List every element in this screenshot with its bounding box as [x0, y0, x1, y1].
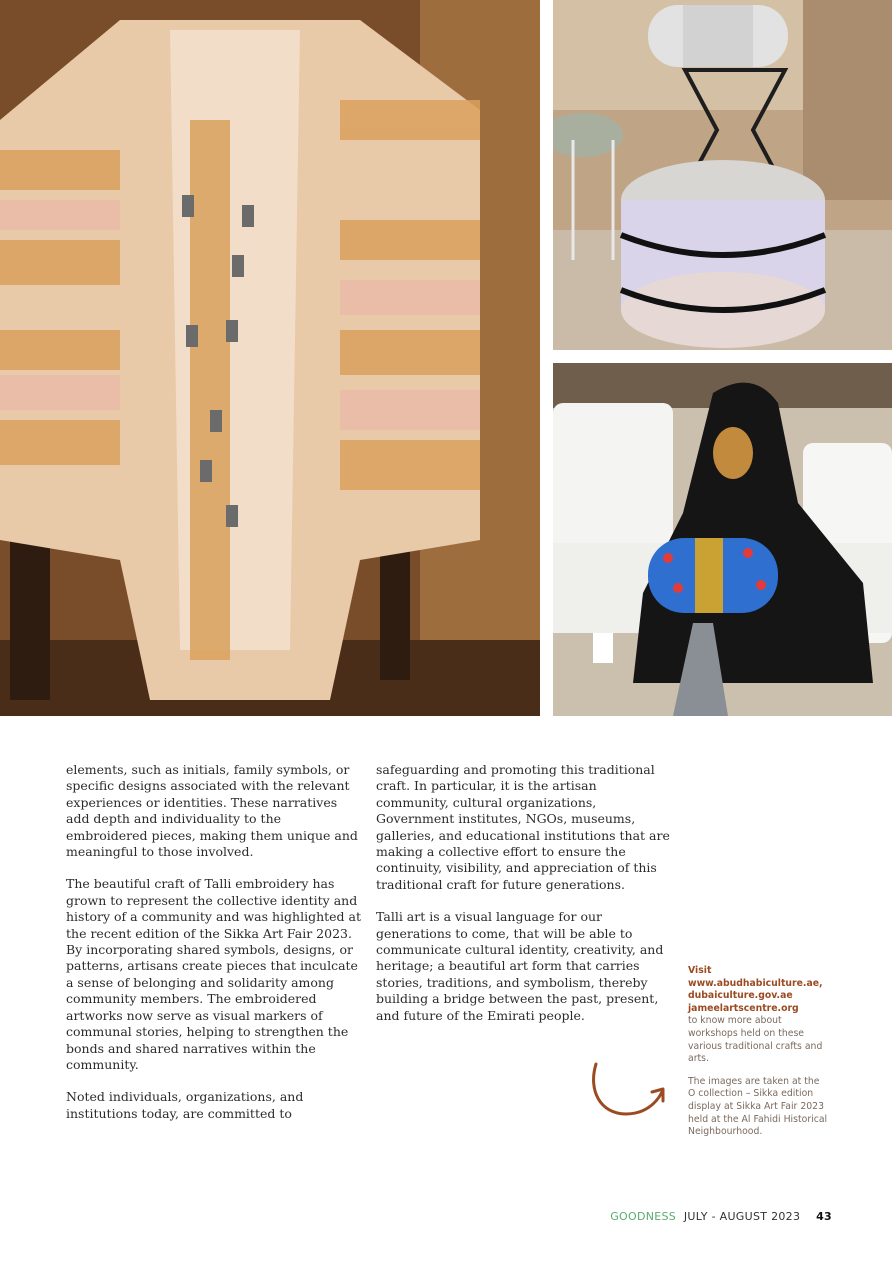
- article-paragraph: elements, such as initials, family symbols, or specific designs associated with the relevant experiences or identities. These narratives add depth and individuality to the embroidered pieces, making them unique and meaningful to those involved.: [66, 762, 358, 860]
- sidebar-note: [688, 965, 828, 1139]
- sidebar-visit-label: Visit: [688, 965, 712, 976]
- sidebar-link-dubaiculture[interactable]: dubaiculture.gov.ae: [688, 990, 793, 1002]
- photo-talli-spool-stand: [553, 0, 892, 350]
- article-column-left: [66, 762, 364, 1138]
- article-paragraph: Talli art is a visual language for our generations to come, that will be able to communicate cultural identity, creativity, and heritage; a beautiful art form that carries stories, traditions, and symbolism, thereby building a bridge between the past, present, and future of the Emirati people.: [376, 909, 664, 1023]
- page-number: 43: [816, 1210, 832, 1223]
- curved-arrow-icon: [588, 1062, 668, 1120]
- sidebar-link-abudhabiculture[interactable]: www.abudhabiculture.ae,: [688, 977, 823, 989]
- sidebar-info-text: to know more about workshops held on these various traditional crafts and arts.: [688, 1015, 823, 1065]
- sidebar-link-jameelartscentre[interactable]: jameelartscentre.org: [688, 1002, 799, 1014]
- article-paragraph: safeguarding and promoting this traditional craft. In particular, it is the artisan community, cultural organizations, Government institutes, NGOs, museums, galleries, and educational institutions that are making a collective effort to ensure the continuity, visibility, and appreciation of this traditional craft for future generations.: [376, 762, 670, 892]
- article-column-middle: [376, 762, 672, 1040]
- photo-artisan-embroidering: [553, 363, 892, 716]
- article-paragraph: The beautiful craft of Talli embroidery has grown to represent the collective identity and history of a community and was highlighted at the recent edition of the Sikka Art Fair 2023. By incorporating shared symbols, designs, or patterns, artisans create pieces that inculcate a sense of belonging and solidarity among community members. The embroidered artworks now serve as visual markers of communal stories, helping to strengthen the bonds and shared narratives within the community.: [66, 876, 362, 1072]
- photo-talli-garment: [0, 0, 540, 716]
- page-footer: [610, 1210, 832, 1223]
- photo-caption: The images are taken at the O collection – Sikka edition display at Sikka Art Fair 2023 held at the Al Fahidi Historical Neighbourhood.: [688, 1075, 828, 1138]
- magazine-name: GOODNESS: [610, 1210, 677, 1223]
- article-paragraph: Noted individuals, organizations, and institutions today, are committed to: [66, 1089, 304, 1121]
- issue-date: JULY - AUGUST 2023: [683, 1210, 801, 1223]
